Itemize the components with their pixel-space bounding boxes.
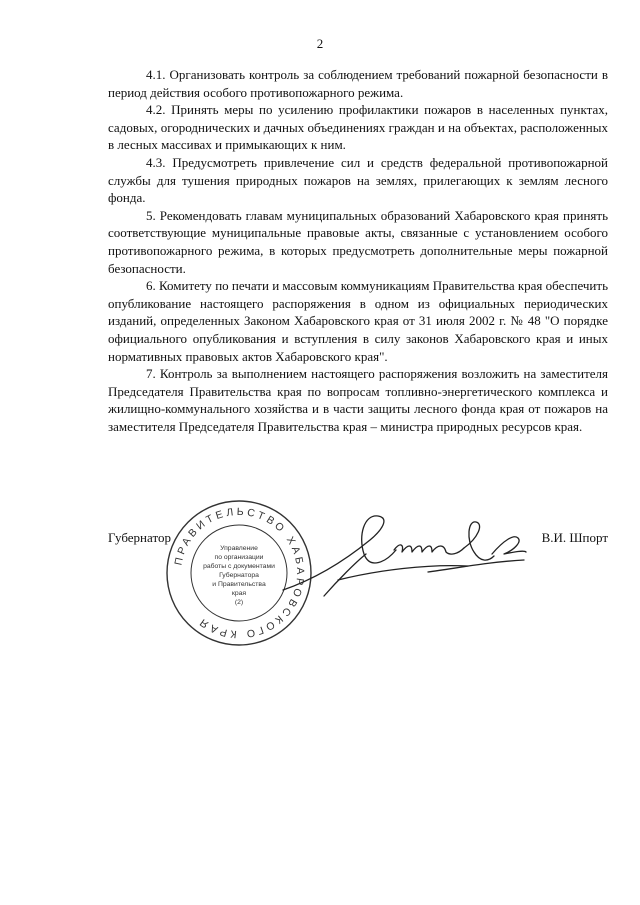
seal-line: по организации [214, 554, 264, 561]
paragraph-5: 5. Рекомендовать главам муниципальных образований Хабаровского края принять соответствующие муниципальные правовые акты, связанные с установлением особого противопожарного режима, в которых предусмотреть дополнительные меры пожарной безопасности. [108, 207, 608, 276]
signatory-role: Губернатор [108, 530, 171, 545]
paragraph-6: 6. Комитету по печати и массовым коммуникациям Правительства края обеспечить опубликование настоящего распоряжения в одном из официальных периодических изданий, определенных Законом Хабаровского края от 31 июля 2002 г. № 48 "О порядке официального опубликования и вступления в силу законов Хабаровского края и иных нормативных правовых актов Хабаровского края". [108, 278, 608, 364]
paragraph-4-1: 4.1. Организовать контроль за соблюдением требований пожарной безопасности в период действия особого противопожарного режима. [108, 67, 608, 100]
handwritten-signature [278, 510, 528, 600]
seal-line: (2) [234, 599, 244, 606]
signatory-name: В.И. Шпорт [541, 530, 608, 545]
page-number: 2 [316, 36, 324, 51]
paragraph-4-3: 4.3. Предусмотреть привлечение сил и средств федеральной противопожарной службы для тушения природных пожаров на землях, прилегающих к землям лесного фонда. [108, 154, 608, 206]
seal-line: работы с документами [203, 563, 275, 570]
seal-outer-text: ПРАВИТЕЛЬСТВО ХАБАРОВСКОГО КРАЯ [172, 505, 307, 641]
seal-line: и Правительства [212, 581, 266, 588]
document-body [108, 66, 608, 435]
paragraph-4-2: 4.2. Принять меры по усилению профилактики пожаров в населенных пунктах, садовых, огороднических и дачных объединениях граждан и на объектах, расположенных в лесных массивах и примыкающих к ним. [108, 102, 608, 153]
paragraph-7: 7. Контроль за выполнением настоящего распоряжения возложить на заместителя Председателя Правительства края по вопросам топливно-энергетического комплекса и жилищно-коммунального хозяйства и в части защиты лесного фонда края от пожаров на заместителя Председателя Правительства края – министра природных ресурсов края. [108, 366, 608, 434]
seal-line: края [231, 590, 247, 597]
signature-block [108, 505, 608, 660]
seal-line: Управление [220, 545, 258, 552]
seal-line: Губернатора [219, 572, 259, 579]
